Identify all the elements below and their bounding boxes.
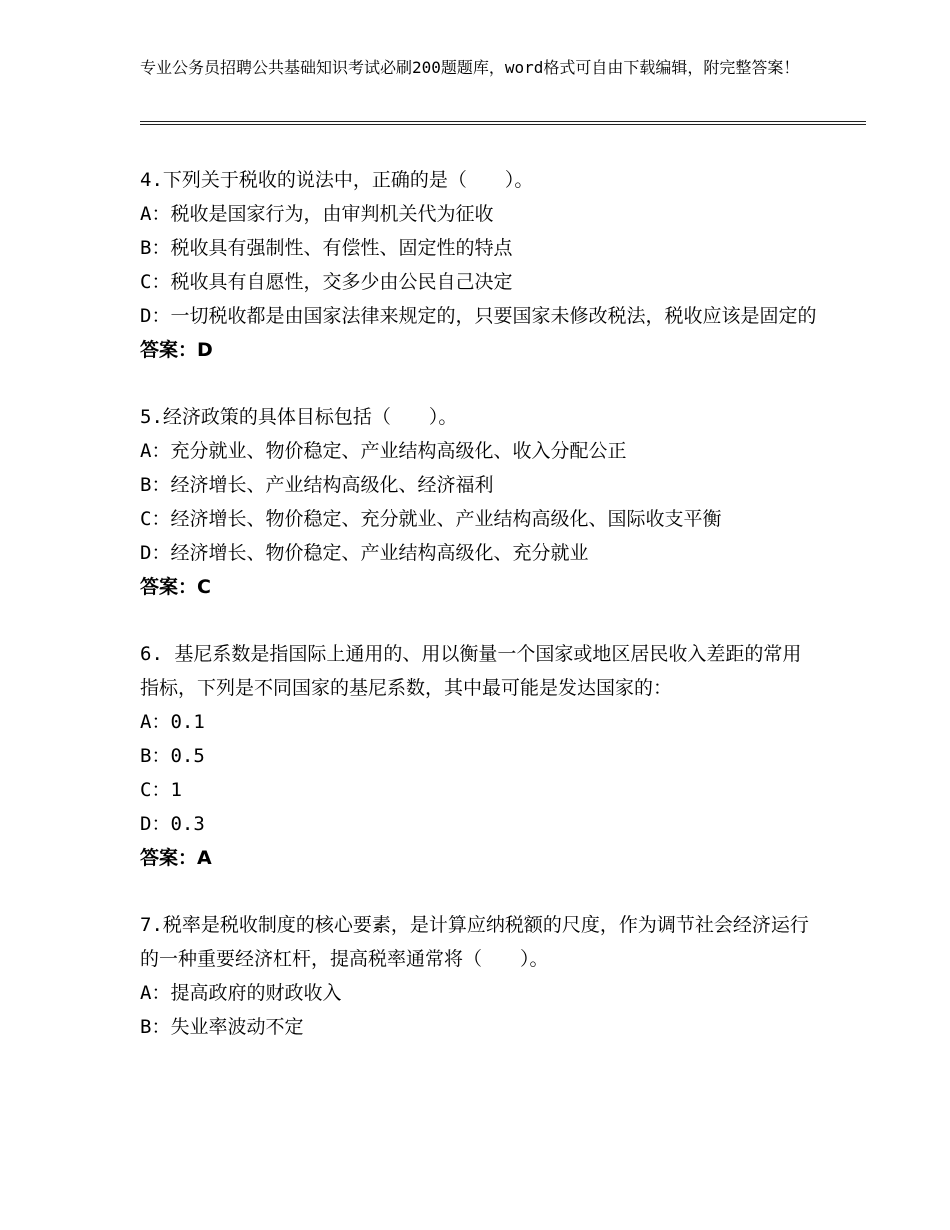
question-4: [140, 163, 820, 367]
answer-line: [140, 841, 820, 875]
option-c: C：税收具有自愿性，交多少由公民自己决定: [140, 271, 513, 293]
option-a: A：充分就业、物价稳定、产业结构高级化、收入分配公正: [140, 440, 627, 462]
header-divider-top: [140, 121, 866, 122]
option-a: A：税收是国家行为，由审判机关代为征收: [140, 203, 494, 225]
header-divider-bottom: [140, 124, 866, 125]
answer-line: [140, 333, 820, 367]
option-b: B：税收具有强制性、有偿性、固定性的特点: [140, 237, 513, 259]
option-d: D：一切税收都是由国家法律来规定的，只要国家未修改税法，税收应该是固定的: [140, 305, 817, 327]
answer-label: 答案：: [140, 576, 198, 598]
option-c: C：经济增长、物价稳定、充分就业、产业结构高级化、国际收支平衡: [140, 508, 722, 530]
option-c: C：1: [140, 779, 182, 801]
question-stem: 7.税率是税收制度的核心要素，是计算应纳税额的尺度，作为调节社会经济运行的一种重要经济杠杆，提高税率通常将（ ）。: [140, 914, 809, 970]
option-b: B：经济增长、产业结构高级化、经济福利: [140, 474, 494, 496]
question-7: [140, 908, 820, 1044]
question-stem: 4.下列关于税收的说法中，正确的是（ ）。: [140, 169, 534, 191]
answer-value: A: [197, 847, 212, 869]
option-a: A：0.1: [140, 711, 205, 733]
option-d: D：经济增长、物价稳定、产业结构高级化、充分就业: [140, 542, 589, 564]
answer-line: [140, 570, 820, 604]
answer-label: 答案：: [140, 339, 198, 361]
question-stem: 6. 基尼系数是指国际上通用的、用以衡量一个国家或地区居民收入差距的常用指标，下列是不同国家的基尼系数，其中最可能是发达国家的：: [140, 643, 802, 699]
question-stem: 5.经济政策的具体目标包括（ ）。: [140, 406, 458, 428]
option-b: B：0.5: [140, 745, 205, 767]
answer-value: C: [197, 576, 211, 598]
option-b: B：失业率波动不定: [140, 1016, 304, 1038]
document-header: 专业公务员招聘公共基础知识考试必刷200题题库，word格式可自由下载编辑，附完整答案！: [140, 58, 800, 77]
answer-label: 答案：: [140, 847, 198, 869]
answer-value: D: [197, 339, 213, 361]
option-d: D：0.3: [140, 813, 205, 835]
question-list: [140, 163, 820, 1077]
option-a: A：提高政府的财政收入: [140, 982, 342, 1004]
question-6: [140, 637, 820, 875]
question-5: [140, 400, 820, 604]
